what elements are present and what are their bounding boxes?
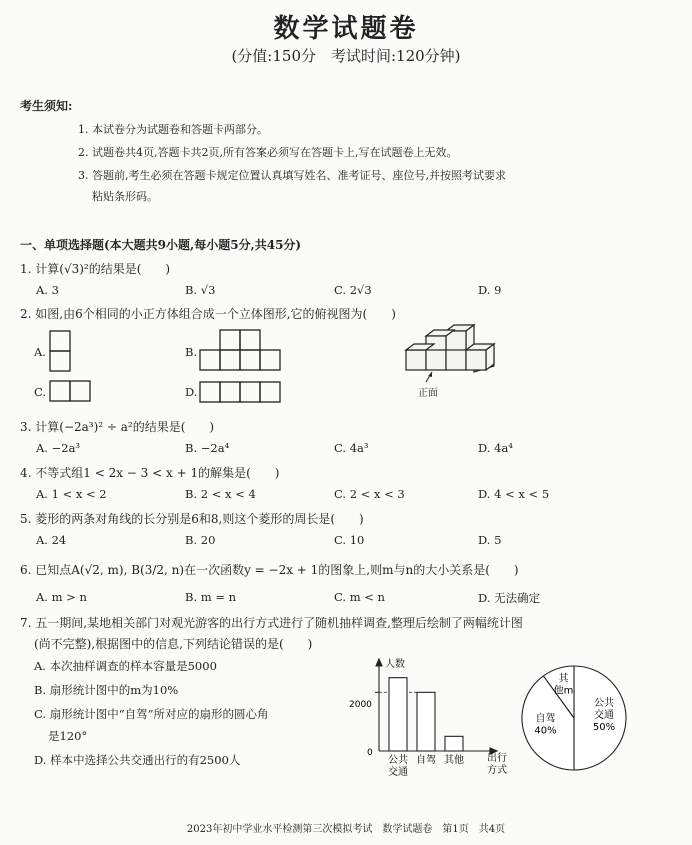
question-6-stem: 6. 已知点A(√2, m), B(3/2, n)在一次函数y = −2x + 1的图象上,则m与n的大小关系是( ) xyxy=(20,563,519,577)
front-view-label: 正面 xyxy=(418,388,438,399)
q3-option-c: C. 4a³ xyxy=(334,441,369,455)
q7-option-a: A. 本次抽样调查的样本容量是5000 xyxy=(34,659,217,673)
q1-option-c: C. 2√3 xyxy=(334,283,372,297)
pie-label: 40% xyxy=(534,725,557,737)
pie-label: 公共 xyxy=(594,698,614,709)
exam-info: (分值:150分 考试时间:120分钟) xyxy=(231,47,461,65)
q7-option-d: D. 样本中选择公共交通出行的有2500人 xyxy=(34,753,241,767)
bar-1 xyxy=(417,692,435,751)
q6-option-b: B. m = n xyxy=(185,590,237,604)
q1-option-b: B. √3 xyxy=(185,283,216,297)
q5-option-d: D. 5 xyxy=(478,533,502,547)
y-tick-label: 2000 xyxy=(349,700,372,710)
q6-option-d: D. 无法确定 xyxy=(478,591,541,605)
y-axis-label: 人数 xyxy=(385,659,405,670)
q2-option-c: C. xyxy=(34,385,47,399)
q1-option-d: D. 9 xyxy=(478,283,502,297)
notice-heading: 考生须知: xyxy=(20,99,73,113)
question-1-stem: 1. 计算(√3)²的结果是( ) xyxy=(20,262,171,276)
bar-chart xyxy=(345,655,515,785)
q4-option-b: B. 2 < x < 4 xyxy=(185,487,256,501)
q3-option-d: D. 4a⁴ xyxy=(478,441,513,455)
question-2-stem: 2. 如图,由6个相同的小正方体组合成一个立体图形,它的俯视图为( ) xyxy=(20,307,396,321)
notice-item: 粘贴条形码。 xyxy=(92,190,158,203)
pie-label: 交通 xyxy=(594,710,614,721)
bar-2 xyxy=(445,736,463,751)
x-axis-label xyxy=(487,751,507,776)
q5-option-a: A. 24 xyxy=(36,533,67,547)
x-tick-label: 自驾 xyxy=(416,755,436,766)
q5-option-c: C. 10 xyxy=(334,533,365,547)
q4-option-d: D. 4 < x < 5 xyxy=(478,487,550,501)
pie-chart xyxy=(512,660,642,780)
q7-option-b: B. 扇形统计图中的m为10% xyxy=(34,683,179,697)
q3-option-a: A. −2a³ xyxy=(36,441,81,455)
pie-label: 50% xyxy=(592,722,616,733)
question-7-stem: 7. 五一期间,某地相关部门对观光游客的出行方式进行了随机抽样调查,整理后绘制了两幅统计图 xyxy=(20,616,523,630)
question-7-stem-cont: (尚不完整),根据图中的信息,下列结论错误的是( ) xyxy=(34,637,313,651)
svg-text:出行: 出行 xyxy=(487,753,507,764)
question-5-stem: 5. 菱形的两条对角线的长分别是6和8,则这个菱形的周长是( ) xyxy=(20,512,364,526)
q7-option-c-cont: 是120° xyxy=(48,729,88,743)
q7-option-c: C. 扇形统计图中“自驾”所对应的扇形的圆心角 xyxy=(34,707,269,721)
page-footer: 2023年初中学业水平检测第三次模拟考试 数学试题卷 第1页 共4页 xyxy=(186,824,506,835)
svg-text:方式: 方式 xyxy=(487,765,507,776)
q6-option-c: C. m < n xyxy=(334,590,385,604)
q4-option-c: C. 2 < x < 3 xyxy=(334,487,405,501)
q4-option-a: A. 1 < x < 2 xyxy=(36,487,107,501)
bar-0 xyxy=(389,678,407,751)
page-title: 数学试题卷 xyxy=(273,14,419,44)
question-4-stem: 4. 不等式组1 < 2x − 3 < x + 1的解集是( ) xyxy=(20,466,280,480)
q1-option-a: A. 3 xyxy=(36,283,59,297)
q5-option-b: B. 20 xyxy=(185,533,216,547)
pie-label: 自驾 xyxy=(535,713,556,725)
q2-option-d: D. xyxy=(185,385,198,399)
cube-figure xyxy=(406,325,494,372)
pie-label: 其 xyxy=(558,673,569,685)
x-tick-label: 其他 xyxy=(444,755,464,766)
pie-label: 他m xyxy=(553,685,574,697)
q6-option-a: A. m > n xyxy=(36,590,87,604)
x-tick-label: 公共 xyxy=(388,755,408,766)
question-3-stem: 3. 计算(−2a³)² ÷ a²的结果是( ) xyxy=(20,420,215,434)
x-tick-label: 交通 xyxy=(388,767,408,778)
notice-item: 1. 本试卷分为试题卷和答题卡两部分。 xyxy=(78,123,268,136)
q3-option-b: B. −2a⁴ xyxy=(185,441,230,455)
q2-option-a: A. xyxy=(34,345,46,359)
notice-item: 3. 答题前,考生必须在答题卡规定位置认真填写姓名、准考证号、座位号,并按照考试要求 xyxy=(78,169,506,182)
origin-label: 0 xyxy=(367,748,373,758)
notice-item: 2. 试题卷共4页,答题卡共2页,所有答案必须写在答题卡上,写在试题卷上无效。 xyxy=(78,146,458,159)
section-heading: 一、单项选择题(本大题共9小题,每小题5分,共45分) xyxy=(20,238,302,252)
q2-option-b: B. xyxy=(185,345,198,359)
